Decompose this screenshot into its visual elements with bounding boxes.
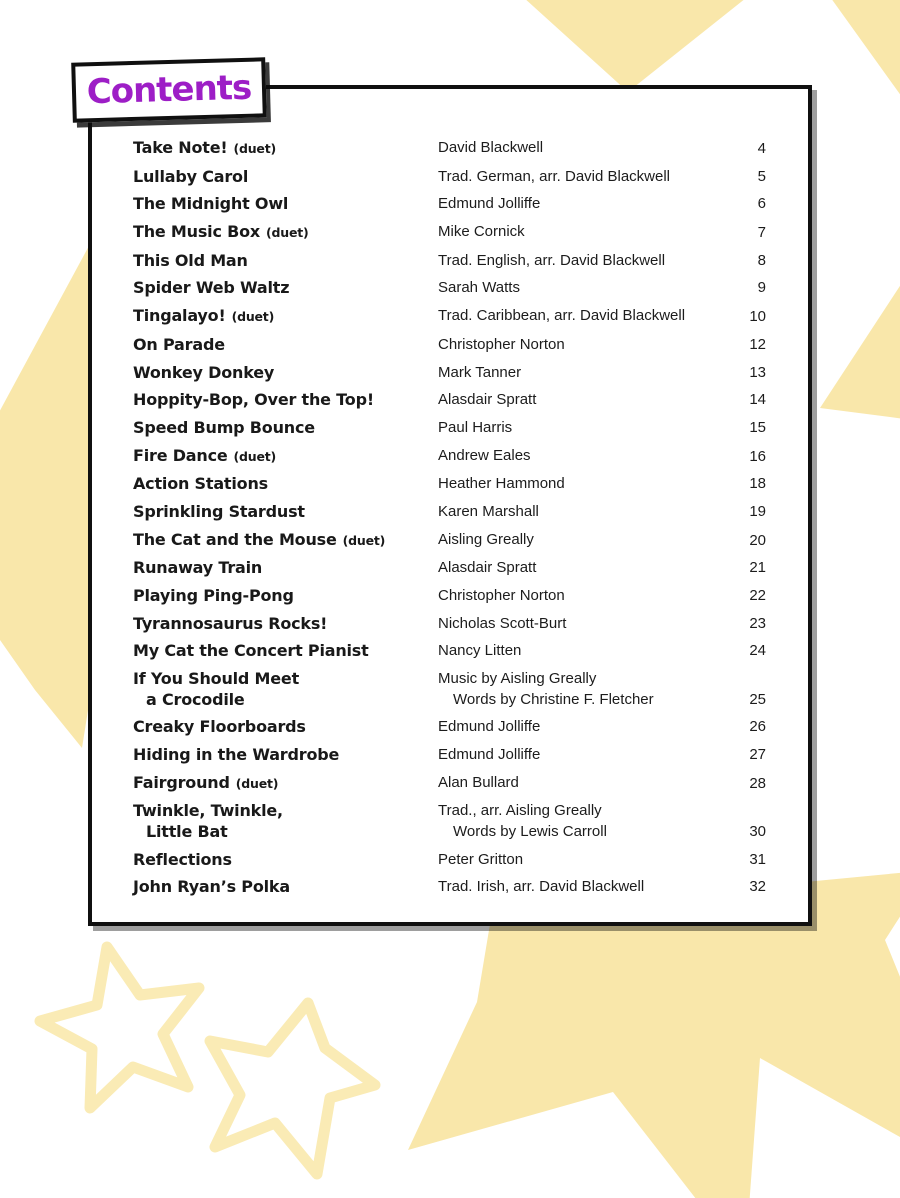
page-number: 6 [757,195,766,213]
page-number: 14 [749,391,766,409]
composer-text: Trad. Caribbean, arr. David Blackwell [438,307,686,325]
page-number: 23 [749,614,766,632]
toc-row [133,558,766,579]
page-number: 13 [749,363,766,381]
toc-row [133,877,766,898]
composer-text: Mark Tanner [438,363,522,381]
toc-row [133,251,766,272]
composer [438,614,728,635]
composer-text: Andrew Eales [438,446,531,464]
composer-text: David Blackwell [438,139,544,156]
piece-title-text: The Midnight Owl [133,194,289,214]
toc-row [133,850,766,871]
duet-label: (duet) [266,225,309,241]
piece-title-text: On Parade [133,334,225,354]
piece-title [133,801,438,842]
piece-title [133,877,438,898]
composer [438,251,728,272]
piece-title [133,390,438,411]
page-number: 31 [749,850,766,868]
contents-panel [88,85,812,926]
toc-row [133,745,766,766]
piece-title-text: Take Note! [133,138,228,157]
composer-text: Aisling Greally [438,530,534,548]
toc-row [133,669,766,710]
composer [438,167,728,188]
toc-row [133,717,766,738]
toc-row [133,335,766,356]
page-number: 26 [749,718,766,736]
composer-text: Paul Harris [438,418,513,436]
piece-title-text: Lullaby Carol [133,166,249,186]
composer-text: Edmund Jolliffe [438,195,541,213]
piece-title-text: If You Should Meet [133,669,300,689]
composer [438,850,728,871]
piece-title [133,558,438,579]
page-number: 18 [749,475,766,493]
toc-row [133,167,766,188]
piece-title [133,773,438,795]
composer-text: Edmund Jolliffe [438,718,541,736]
piece-title-text: Speed Bump Bounce [133,417,315,437]
composer-text: Mike Cornick [438,223,525,241]
composer-text: Sarah Watts [438,279,520,297]
piece-title-line2: Little Bat [146,821,228,841]
composer [438,502,728,523]
toc-row [133,502,766,523]
toc-row [133,801,766,842]
piece-title-text: Wonkey Donkey [133,362,275,382]
composer-text: Trad. English, arr. David Blackwell [438,251,666,269]
duet-label: (duet) [233,141,276,156]
duet-label: (duet) [233,448,277,464]
piece-title-text: My Cat the Concert Pianist [133,641,369,661]
composer-text: Trad., arr. Aisling Greally [438,802,602,820]
composer-text: Peter Gritton [438,850,524,868]
piece-title-text: The Music Box [133,222,261,242]
page-number: 10 [749,308,766,326]
composer [438,278,728,299]
composer-text: Christopher Norton [438,335,565,353]
page-number: 20 [749,531,766,549]
star-outline-right [210,1003,375,1174]
page-number: 16 [749,447,766,465]
toc-row [133,306,766,328]
composer-text: Alasdair Spratt [438,391,537,409]
page-number: 24 [749,642,766,660]
piece-title-text: Action Stations [133,474,268,494]
composer [438,446,728,467]
duet-label: (duet) [235,775,279,791]
page-number: 12 [749,335,766,353]
composer [438,363,728,384]
piece-title-text: Hoppity-Bop, Over the Top! [133,390,374,410]
page-number: 28 [749,774,766,792]
piece-title [133,363,438,384]
piece-title [133,167,438,188]
composer [438,586,728,607]
composer [438,641,728,662]
toc-row [133,530,766,552]
toc-row [133,138,766,160]
composer-text: Trad. German, arr. David Blackwell [438,167,671,185]
composer [438,222,728,243]
piece-title-text: Playing Ping-Pong [133,586,294,605]
composer [438,745,728,766]
composer-text: Nicholas Scott-Burt [438,614,567,632]
composer [438,418,728,439]
piece-title [133,586,438,607]
composer-text: Nancy Litten [438,642,522,660]
composer [438,558,728,579]
composer-line2: Words by Christine F. Fletcher [453,690,654,708]
piece-title-text: Tingalayo! [133,306,226,326]
composer-text: Christopher Norton [438,587,565,604]
composer-line2: Words by Lewis Carroll [453,822,607,840]
toc-row [133,641,766,662]
piece-title-line2: a Crocodile [146,689,245,709]
piece-title [133,251,438,272]
piece-title [133,530,438,552]
piece-title [133,502,438,523]
composer [438,530,728,551]
toc-row [133,194,766,215]
toc-list [92,89,808,898]
composer-text: Music by Aisling Greally [438,670,597,688]
composer [438,773,728,794]
composer [438,335,728,356]
page-number: 5 [757,167,766,185]
piece-title-text: Hiding in the Wardrobe [133,744,340,764]
piece-title [133,194,438,215]
composer [438,138,728,159]
page-number: 19 [749,502,766,520]
page-number: 27 [749,745,766,763]
toc-row [133,614,766,635]
piece-title-text: Fairground [133,772,230,792]
piece-title-text: The Cat and the Mouse [133,529,337,549]
composer-text: Alan Bullard [438,773,519,791]
piece-title [133,222,438,244]
composer [438,669,728,710]
composer [438,877,728,898]
contents-title-box [71,57,267,122]
composer-text: Trad. Irish, arr. David Blackwell [438,878,645,896]
piece-title [133,641,438,662]
piece-title [133,306,438,328]
toc-row [133,390,766,411]
page-number: 30 [749,822,766,840]
page-number: 32 [749,878,766,896]
toc-row [133,773,766,795]
piece-title-text: Spider Web Waltz [133,278,290,298]
page-number: 25 [749,690,766,708]
page-number: 21 [749,559,766,577]
page-number: 4 [757,140,766,157]
composer [438,717,728,738]
piece-title-text: Tyrannosaurus Rocks! [133,613,328,633]
composer-text: Alasdair Spratt [438,559,537,577]
piece-title-text: This Old Man [133,250,248,270]
composer-text: Heather Hammond [438,475,565,493]
piece-title-text: Creaky Floorboards [133,717,306,737]
toc-row [133,446,766,468]
piece-title-text: John Ryan’s Polka [133,877,290,897]
composer [438,474,728,495]
page-number: 7 [757,224,766,242]
piece-title [133,614,438,635]
piece-title [133,335,438,356]
composer [438,801,728,842]
duet-label: (duet) [342,532,386,548]
piece-title [133,669,438,710]
composer [438,390,728,411]
toc-row [133,474,766,495]
piece-title [133,446,438,468]
piece-title [133,745,438,766]
piece-title-text: Twinkle, Twinkle, [133,801,283,821]
piece-title-text: Sprinkling Stardust [133,501,305,521]
toc-row [133,586,766,607]
piece-title [133,138,438,160]
page-title: Contents [86,67,252,113]
page-number: 22 [749,587,766,604]
piece-title [133,850,438,871]
piece-title-text: Runaway Train [133,558,263,578]
page-number: 15 [749,418,766,436]
piece-title-text: Fire Dance [133,445,228,465]
page-number: 8 [757,251,766,269]
composer [438,306,728,327]
composer-text: Karen Marshall [438,502,539,520]
composer-text: Edmund Jolliffe [438,745,541,763]
composer [438,194,728,215]
page-number: 9 [757,279,766,297]
toc-row [133,278,766,299]
piece-title [133,717,438,738]
toc-row [133,363,766,384]
piece-title [133,278,438,299]
piece-title [133,418,438,439]
piece-title-text: Reflections [133,849,232,869]
duet-label: (duet) [231,309,275,325]
piece-title [133,474,438,495]
star-outline-left [40,947,199,1108]
toc-row [133,222,766,244]
toc-row [133,418,766,439]
